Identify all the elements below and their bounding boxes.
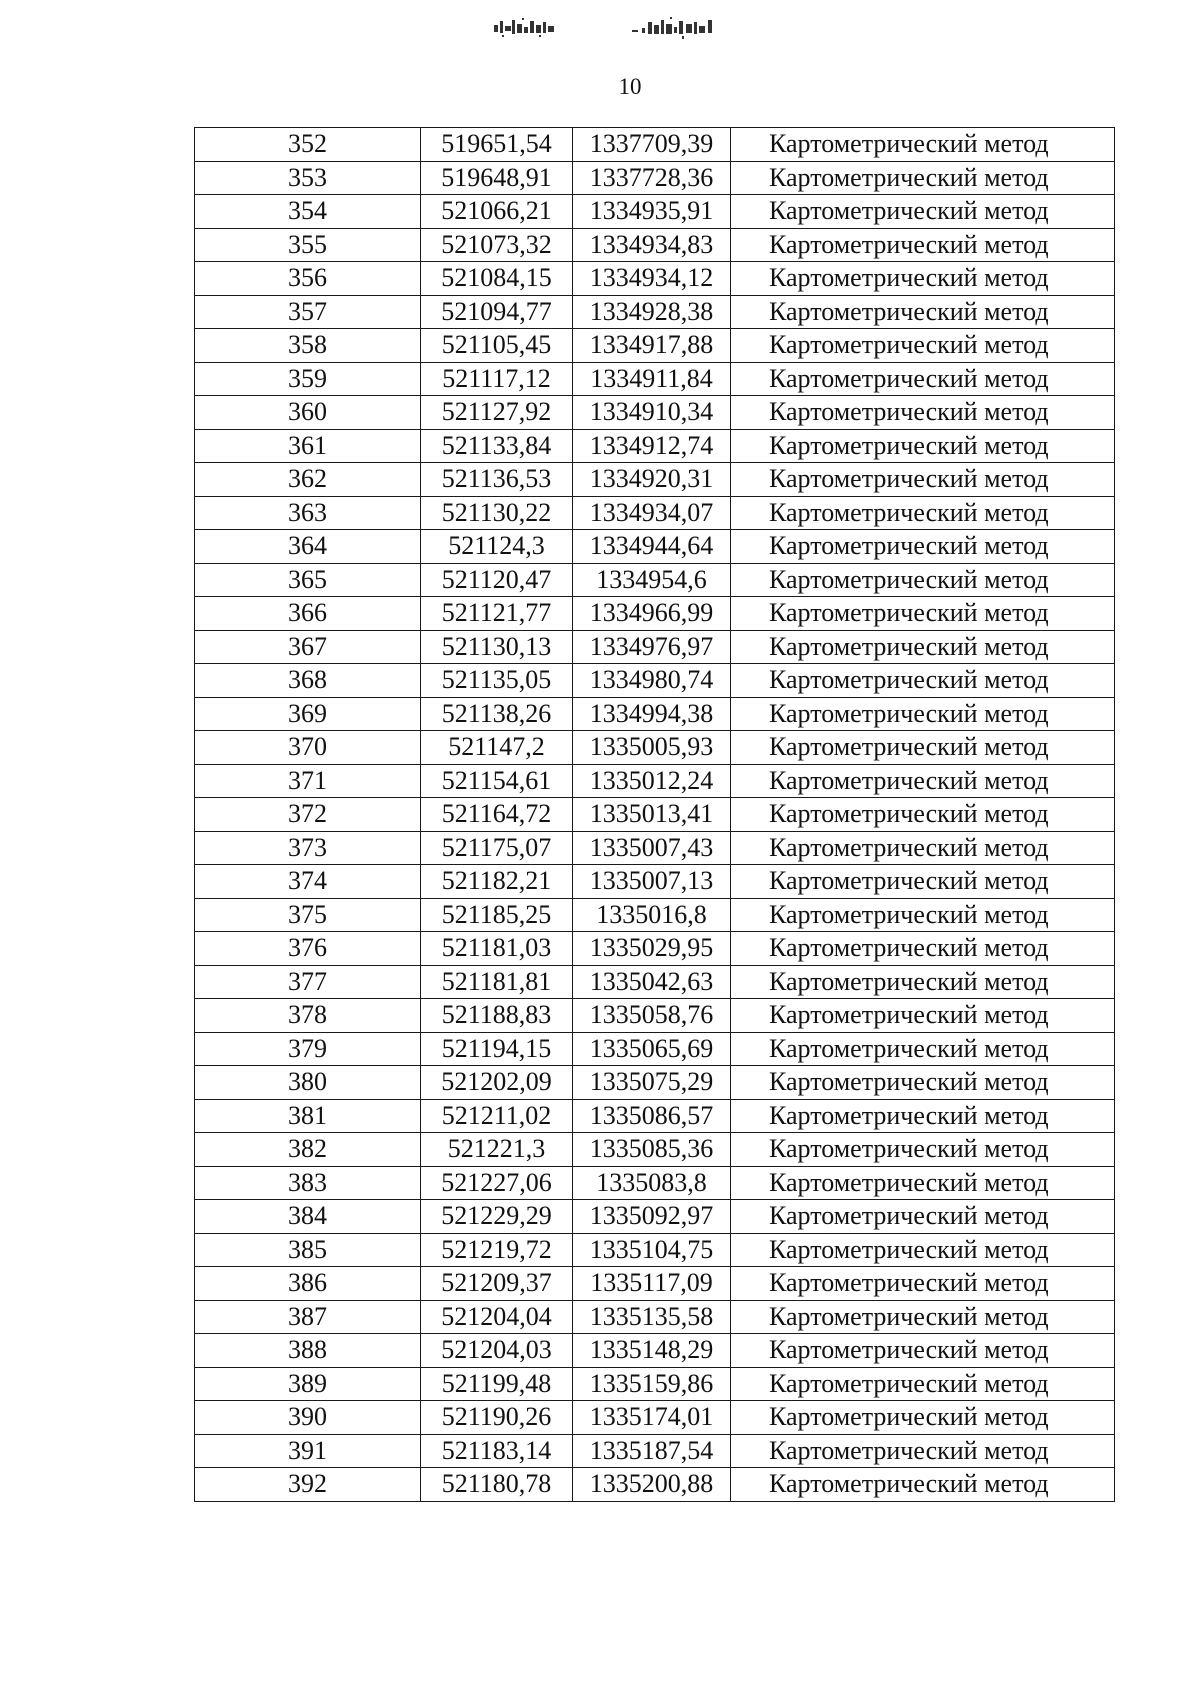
point-number-cell: 360 bbox=[195, 396, 421, 430]
table-row bbox=[195, 798, 1115, 832]
coordinate-x-cell: 521130,22 bbox=[421, 496, 573, 530]
point-number-cell: 353 bbox=[195, 161, 421, 195]
coordinate-x-cell: 521084,15 bbox=[421, 262, 573, 296]
coordinate-x-cell: 521209,37 bbox=[421, 1267, 573, 1301]
coordinate-x-cell: 521066,21 bbox=[421, 195, 573, 229]
method-cell: Картометрический метод bbox=[731, 764, 1115, 798]
coordinate-x-cell: 521188,83 bbox=[421, 999, 573, 1033]
coordinate-x-cell: 521227,06 bbox=[421, 1166, 573, 1200]
method-cell: Картометрический метод bbox=[731, 731, 1115, 765]
method-cell: Картометрический метод bbox=[731, 1066, 1115, 1100]
table-row bbox=[195, 195, 1115, 229]
table-row bbox=[195, 1133, 1115, 1167]
coordinate-y-cell: 1335159,86 bbox=[573, 1367, 731, 1401]
coordinate-y-cell: 1335187,54 bbox=[573, 1434, 731, 1468]
coordinate-y-cell: 1334994,38 bbox=[573, 697, 731, 731]
coordinate-y-cell: 1334934,12 bbox=[573, 262, 731, 296]
table-row bbox=[195, 1434, 1115, 1468]
point-number-cell: 374 bbox=[195, 865, 421, 899]
coordinate-y-cell: 1335013,41 bbox=[573, 798, 731, 832]
method-cell: Картометрический метод bbox=[731, 1133, 1115, 1167]
coordinate-x-cell: 521136,53 bbox=[421, 463, 573, 497]
coordinate-y-cell: 1335135,58 bbox=[573, 1300, 731, 1334]
point-number-cell: 381 bbox=[195, 1099, 421, 1133]
coordinates-table-body bbox=[195, 128, 1115, 1502]
point-number-cell: 354 bbox=[195, 195, 421, 229]
point-number-cell: 378 bbox=[195, 999, 421, 1033]
table-row bbox=[195, 295, 1115, 329]
method-cell: Картометрический метод bbox=[731, 597, 1115, 631]
table-row bbox=[195, 697, 1115, 731]
coordinate-x-cell: 521229,29 bbox=[421, 1200, 573, 1234]
point-number-cell: 359 bbox=[195, 362, 421, 396]
point-number-cell: 363 bbox=[195, 496, 421, 530]
method-cell: Картометрический метод bbox=[731, 396, 1115, 430]
coordinate-y-cell: 1337728,36 bbox=[573, 161, 731, 195]
coordinate-x-cell: 521199,48 bbox=[421, 1367, 573, 1401]
table-row bbox=[195, 1401, 1115, 1435]
method-cell: Картометрический метод bbox=[731, 563, 1115, 597]
method-cell: Картометрический метод bbox=[731, 496, 1115, 530]
point-number-cell: 377 bbox=[195, 965, 421, 999]
table-row bbox=[195, 530, 1115, 564]
coordinate-x-cell: 519651,54 bbox=[421, 128, 573, 162]
coordinate-y-cell: 1335012,24 bbox=[573, 764, 731, 798]
table-row bbox=[195, 1468, 1115, 1502]
coordinate-y-cell: 1334934,07 bbox=[573, 496, 731, 530]
table-row bbox=[195, 362, 1115, 396]
table-row bbox=[195, 228, 1115, 262]
coordinate-y-cell: 1334944,64 bbox=[573, 530, 731, 564]
method-cell: Картометрический метод bbox=[731, 195, 1115, 229]
scanned-stamp-left bbox=[492, 16, 558, 42]
coordinate-y-cell: 1337709,39 bbox=[573, 128, 731, 162]
coordinate-y-cell: 1334976,97 bbox=[573, 630, 731, 664]
method-cell: Картометрический метод bbox=[731, 831, 1115, 865]
point-number-cell: 388 bbox=[195, 1334, 421, 1368]
coordinate-y-cell: 1335083,8 bbox=[573, 1166, 731, 1200]
coordinate-x-cell: 521127,92 bbox=[421, 396, 573, 430]
coordinate-x-cell: 521130,13 bbox=[421, 630, 573, 664]
coordinate-y-cell: 1335148,29 bbox=[573, 1334, 731, 1368]
coordinate-y-cell: 1335075,29 bbox=[573, 1066, 731, 1100]
coordinate-y-cell: 1335007,43 bbox=[573, 831, 731, 865]
method-cell: Картометрический метод bbox=[731, 262, 1115, 296]
coordinate-y-cell: 1335117,09 bbox=[573, 1267, 731, 1301]
coordinate-x-cell: 521117,12 bbox=[421, 362, 573, 396]
point-number-cell: 373 bbox=[195, 831, 421, 865]
table-row bbox=[195, 496, 1115, 530]
coordinate-x-cell: 521182,21 bbox=[421, 865, 573, 899]
method-cell: Картометрический метод bbox=[731, 798, 1115, 832]
point-number-cell: 352 bbox=[195, 128, 421, 162]
coordinate-x-cell: 521164,72 bbox=[421, 798, 573, 832]
point-number-cell: 382 bbox=[195, 1133, 421, 1167]
coordinate-x-cell: 521121,77 bbox=[421, 597, 573, 631]
method-cell: Картометрический метод bbox=[731, 865, 1115, 899]
method-cell: Картометрический метод bbox=[731, 965, 1115, 999]
point-number-cell: 364 bbox=[195, 530, 421, 564]
coordinate-x-cell: 521180,78 bbox=[421, 1468, 573, 1502]
point-number-cell: 362 bbox=[195, 463, 421, 497]
coordinate-y-cell: 1334966,99 bbox=[573, 597, 731, 631]
coordinate-y-cell: 1334910,34 bbox=[573, 396, 731, 430]
table-row bbox=[195, 563, 1115, 597]
method-cell: Картометрический метод bbox=[731, 128, 1115, 162]
point-number-cell: 356 bbox=[195, 262, 421, 296]
point-number-cell: 366 bbox=[195, 597, 421, 631]
method-cell: Картометрический метод bbox=[731, 630, 1115, 664]
method-cell: Картометрический метод bbox=[731, 362, 1115, 396]
table-row bbox=[195, 865, 1115, 899]
table-row bbox=[195, 764, 1115, 798]
table-row bbox=[195, 396, 1115, 430]
point-number-cell: 392 bbox=[195, 1468, 421, 1502]
method-cell: Картометрический метод bbox=[731, 664, 1115, 698]
point-number-cell: 375 bbox=[195, 898, 421, 932]
point-number-cell: 385 bbox=[195, 1233, 421, 1267]
coordinate-y-cell: 1335174,01 bbox=[573, 1401, 731, 1435]
method-cell: Картометрический метод bbox=[731, 999, 1115, 1033]
point-number-cell: 371 bbox=[195, 764, 421, 798]
point-number-cell: 367 bbox=[195, 630, 421, 664]
coordinate-x-cell: 521194,15 bbox=[421, 1032, 573, 1066]
method-cell: Картометрический метод bbox=[731, 1300, 1115, 1334]
table-row bbox=[195, 898, 1115, 932]
method-cell: Картометрический метод bbox=[731, 228, 1115, 262]
point-number-cell: 391 bbox=[195, 1434, 421, 1468]
table-row bbox=[195, 965, 1115, 999]
point-number-cell: 383 bbox=[195, 1166, 421, 1200]
coordinate-y-cell: 1335065,69 bbox=[573, 1032, 731, 1066]
table-row bbox=[195, 329, 1115, 363]
point-number-cell: 365 bbox=[195, 563, 421, 597]
coordinate-y-cell: 1334912,74 bbox=[573, 429, 731, 463]
method-cell: Картометрический метод bbox=[731, 1200, 1115, 1234]
coordinate-x-cell: 521219,72 bbox=[421, 1233, 573, 1267]
coordinate-x-cell: 521190,26 bbox=[421, 1401, 573, 1435]
coordinate-x-cell: 521135,05 bbox=[421, 664, 573, 698]
point-number-cell: 355 bbox=[195, 228, 421, 262]
table-row bbox=[195, 1032, 1115, 1066]
coordinate-y-cell: 1334935,91 bbox=[573, 195, 731, 229]
point-number-cell: 390 bbox=[195, 1401, 421, 1435]
point-number-cell: 361 bbox=[195, 429, 421, 463]
point-number-cell: 370 bbox=[195, 731, 421, 765]
table-row bbox=[195, 1300, 1115, 1334]
table-row bbox=[195, 1233, 1115, 1267]
coordinate-x-cell: 521073,32 bbox=[421, 228, 573, 262]
point-number-cell: 389 bbox=[195, 1367, 421, 1401]
coordinate-x-cell: 521181,81 bbox=[421, 965, 573, 999]
coordinate-y-cell: 1335042,63 bbox=[573, 965, 731, 999]
table-row bbox=[195, 664, 1115, 698]
method-cell: Картометрический метод bbox=[731, 1166, 1115, 1200]
point-number-cell: 357 bbox=[195, 295, 421, 329]
coordinate-x-cell: 521221,3 bbox=[421, 1133, 573, 1167]
table-row bbox=[195, 630, 1115, 664]
coordinate-x-cell: 521181,03 bbox=[421, 932, 573, 966]
coordinate-y-cell: 1335092,97 bbox=[573, 1200, 731, 1234]
coordinates-table bbox=[194, 127, 1115, 1502]
table-row bbox=[195, 999, 1115, 1033]
point-number-cell: 380 bbox=[195, 1066, 421, 1100]
point-number-cell: 384 bbox=[195, 1200, 421, 1234]
point-number-cell: 369 bbox=[195, 697, 421, 731]
table-row bbox=[195, 161, 1115, 195]
method-cell: Картометрический метод bbox=[731, 530, 1115, 564]
coordinate-y-cell: 1335016,8 bbox=[573, 898, 731, 932]
coordinate-x-cell: 521154,61 bbox=[421, 764, 573, 798]
point-number-cell: 368 bbox=[195, 664, 421, 698]
point-number-cell: 376 bbox=[195, 932, 421, 966]
coordinate-x-cell: 521175,07 bbox=[421, 831, 573, 865]
coordinate-x-cell: 521204,03 bbox=[421, 1334, 573, 1368]
coordinate-y-cell: 1334911,84 bbox=[573, 362, 731, 396]
table-row bbox=[195, 1099, 1115, 1133]
coordinate-x-cell: 521183,14 bbox=[421, 1434, 573, 1468]
table-row bbox=[195, 731, 1115, 765]
method-cell: Картометрический метод bbox=[731, 932, 1115, 966]
point-number-cell: 379 bbox=[195, 1032, 421, 1066]
coordinate-x-cell: 521211,02 bbox=[421, 1099, 573, 1133]
coordinate-x-cell: 521147,2 bbox=[421, 731, 573, 765]
point-number-cell: 386 bbox=[195, 1267, 421, 1301]
method-cell: Картометрический метод bbox=[731, 1032, 1115, 1066]
table-row bbox=[195, 1166, 1115, 1200]
method-cell: Картометрический метод bbox=[731, 1367, 1115, 1401]
method-cell: Картометрический метод bbox=[731, 295, 1115, 329]
page-number: 10 bbox=[618, 74, 642, 99]
coordinate-x-cell: 521185,25 bbox=[421, 898, 573, 932]
coordinate-y-cell: 1335058,76 bbox=[573, 999, 731, 1033]
method-cell: Картометрический метод bbox=[731, 898, 1115, 932]
table-row bbox=[195, 262, 1115, 296]
coordinate-x-cell: 519648,91 bbox=[421, 161, 573, 195]
point-number-cell: 387 bbox=[195, 1300, 421, 1334]
coordinate-x-cell: 521105,45 bbox=[421, 329, 573, 363]
coordinate-y-cell: 1335007,13 bbox=[573, 865, 731, 899]
method-cell: Картометрический метод bbox=[731, 1334, 1115, 1368]
point-number-cell: 372 bbox=[195, 798, 421, 832]
coordinate-y-cell: 1335086,57 bbox=[573, 1099, 731, 1133]
method-cell: Картометрический метод bbox=[731, 429, 1115, 463]
coordinate-x-cell: 521133,84 bbox=[421, 429, 573, 463]
method-cell: Картометрический метод bbox=[731, 1099, 1115, 1133]
coordinate-y-cell: 1334928,38 bbox=[573, 295, 731, 329]
coordinate-x-cell: 521120,47 bbox=[421, 563, 573, 597]
point-number-cell: 358 bbox=[195, 329, 421, 363]
table-row bbox=[195, 1066, 1115, 1100]
coordinate-y-cell: 1334980,74 bbox=[573, 664, 731, 698]
coordinate-y-cell: 1335085,36 bbox=[573, 1133, 731, 1167]
coordinate-y-cell: 1334934,83 bbox=[573, 228, 731, 262]
method-cell: Картометрический метод bbox=[731, 1468, 1115, 1502]
table-row bbox=[195, 597, 1115, 631]
coordinate-y-cell: 1335104,75 bbox=[573, 1233, 731, 1267]
method-cell: Картометрический метод bbox=[731, 1233, 1115, 1267]
coordinate-x-cell: 521124,3 bbox=[421, 530, 573, 564]
method-cell: Картометрический метод bbox=[731, 1401, 1115, 1435]
table-row bbox=[195, 128, 1115, 162]
scanned-stamp-right bbox=[626, 16, 720, 42]
method-cell: Картометрический метод bbox=[731, 463, 1115, 497]
coordinate-y-cell: 1334954,6 bbox=[573, 563, 731, 597]
method-cell: Картометрический метод bbox=[731, 697, 1115, 731]
table-row bbox=[195, 429, 1115, 463]
coordinate-x-cell: 521202,09 bbox=[421, 1066, 573, 1100]
coordinate-x-cell: 521138,26 bbox=[421, 697, 573, 731]
method-cell: Картометрический метод bbox=[731, 329, 1115, 363]
coordinate-y-cell: 1335029,95 bbox=[573, 932, 731, 966]
method-cell: Картометрический метод bbox=[731, 1434, 1115, 1468]
coordinate-y-cell: 1334920,31 bbox=[573, 463, 731, 497]
coordinate-x-cell: 521204,04 bbox=[421, 1300, 573, 1334]
table-row bbox=[195, 1367, 1115, 1401]
table-row bbox=[195, 831, 1115, 865]
coordinate-x-cell: 521094,77 bbox=[421, 295, 573, 329]
coordinate-y-cell: 1335200,88 bbox=[573, 1468, 731, 1502]
coordinate-y-cell: 1334917,88 bbox=[573, 329, 731, 363]
coordinate-y-cell: 1335005,93 bbox=[573, 731, 731, 765]
table-row bbox=[195, 932, 1115, 966]
table-row bbox=[195, 1334, 1115, 1368]
method-cell: Картометрический метод bbox=[731, 1267, 1115, 1301]
table-row bbox=[195, 463, 1115, 497]
table-row bbox=[195, 1200, 1115, 1234]
table-row bbox=[195, 1267, 1115, 1301]
method-cell: Картометрический метод bbox=[731, 161, 1115, 195]
